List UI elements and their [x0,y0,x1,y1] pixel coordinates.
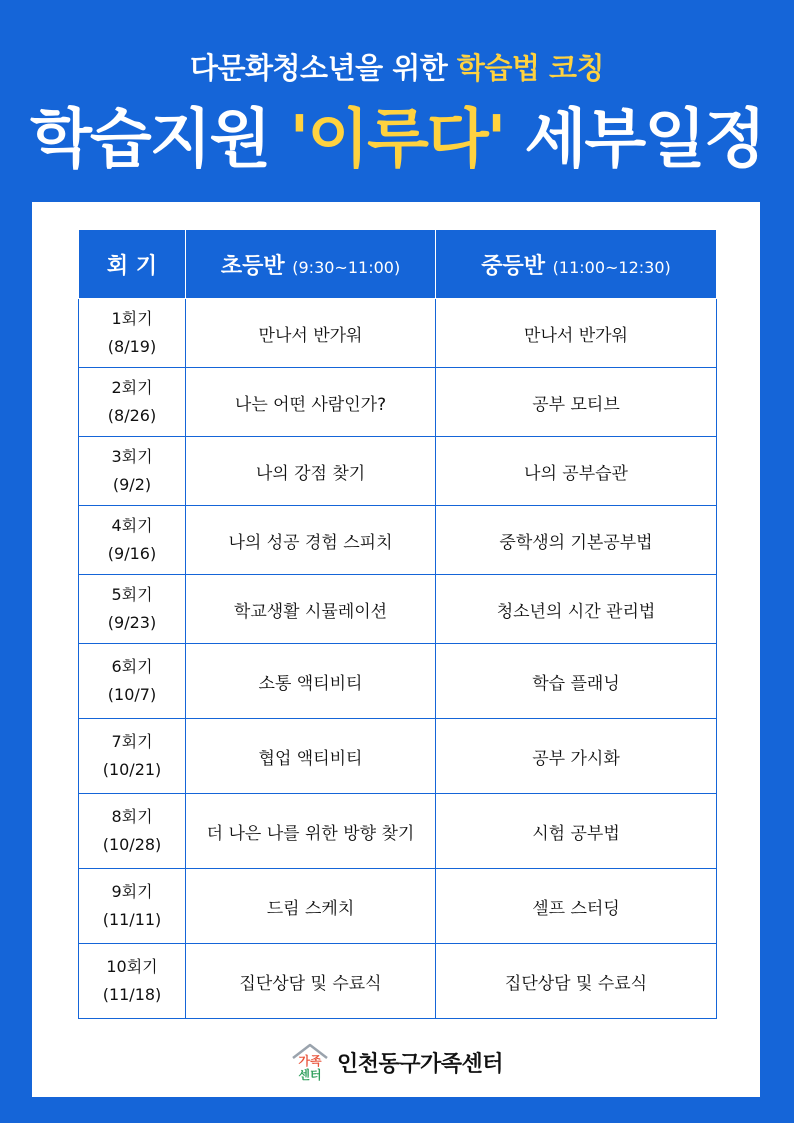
elementary-topic: 만나서 반가워 [186,299,436,368]
table-row [79,368,717,437]
table-row [79,869,717,944]
session-date: (8/19) [107,337,157,356]
family-center-logo [289,1042,331,1082]
session-number: 6회기 [111,657,153,676]
table-row [79,575,717,644]
house-icon [289,1042,331,1082]
session-cell [79,506,186,575]
session-number: 4회기 [111,516,153,535]
session-date: (11/18) [102,985,162,1004]
session-number: 9회기 [111,882,153,901]
session-date: (9/23) [107,613,157,632]
header-middle-label: 중등반 [481,253,545,279]
session-number: 5회기 [111,585,153,604]
middle-topic: 셀프 스터딩 [436,869,717,944]
middle-topic: 공부 모티브 [436,368,717,437]
session-cell [79,437,186,506]
table-row [79,944,717,1019]
title-highlight: '이루다' [289,103,505,177]
session-cell [79,368,186,437]
elementary-topic: 나의 강점 찾기 [186,437,436,506]
middle-topic: 나의 공부습관 [436,437,717,506]
middle-topic: 공부 가시화 [436,719,717,794]
session-cell [79,644,186,719]
table-row [79,719,717,794]
header-elementary [186,230,436,299]
session-date: (8/26) [107,406,157,425]
session-cell [79,575,186,644]
session-date: (10/7) [107,685,157,704]
elementary-topic: 드림 스케치 [186,869,436,944]
middle-topic: 시험 공부법 [436,794,717,869]
logo-text-bottom: 센터 [298,1068,322,1082]
middle-topic: 청소년의 시간 관리법 [436,575,717,644]
footer [32,1042,760,1082]
elementary-topic: 집단상담 및 수료식 [186,944,436,1019]
table-row [79,437,717,506]
elementary-topic: 소통 액티비티 [186,644,436,719]
header-middle-time: (11:00~12:30) [552,257,671,277]
middle-topic: 만나서 반가워 [436,299,717,368]
session-number: 10회기 [106,957,158,976]
session-number: 3회기 [111,447,153,466]
schedule-table [78,229,717,1019]
table-row [79,794,717,869]
elementary-topic: 협업 액티비티 [186,719,436,794]
session-cell [79,944,186,1019]
logo-text-top: 가족 [298,1054,322,1068]
elementary-topic: 학교생활 시뮬레이션 [186,575,436,644]
header-elementary-time: (9:30~11:00) [292,257,401,277]
session-cell [79,299,186,368]
session-date: (10/21) [102,760,162,779]
session-date: (10/28) [102,835,162,854]
session-cell [79,794,186,869]
schedule-card [32,202,760,1097]
session-number: 2회기 [111,378,153,397]
elementary-topic: 나의 성공 경험 스피치 [186,506,436,575]
table-row [79,506,717,575]
middle-topic: 학습 플래닝 [436,644,717,719]
table-row [79,299,717,368]
table-body [79,299,717,1019]
session-date: (11/11) [102,910,162,929]
poster-title [0,98,794,182]
session-number: 1회기 [111,309,153,328]
middle-topic: 집단상담 및 수료식 [436,944,717,1019]
elementary-topic: 더 나은 나를 위한 방향 찾기 [186,794,436,869]
elementary-topic: 나는 어떤 사람인가? [186,368,436,437]
title-prefix: 학습지원 [30,103,290,177]
table-row [79,644,717,719]
header-session: 회 기 [79,230,186,299]
session-date: (9/2) [112,475,152,494]
header-middle [436,230,717,299]
session-cell [79,869,186,944]
title-suffix: 세부일정 [504,103,764,177]
table-header-row [79,230,717,299]
subtitle-main: 다문화청소년을 위한 [190,51,457,85]
session-number: 7회기 [111,732,153,751]
session-cell [79,719,186,794]
session-number: 8회기 [111,807,153,826]
subtitle-highlight: 학습법 코칭 [456,51,604,85]
poster-subtitle [0,46,794,87]
session-date: (9/16) [107,544,157,563]
header-elementary-label: 초등반 [220,253,285,279]
middle-topic: 중학생의 기본공부법 [436,506,717,575]
org-name: 인천동구가족센터 [336,1051,504,1077]
